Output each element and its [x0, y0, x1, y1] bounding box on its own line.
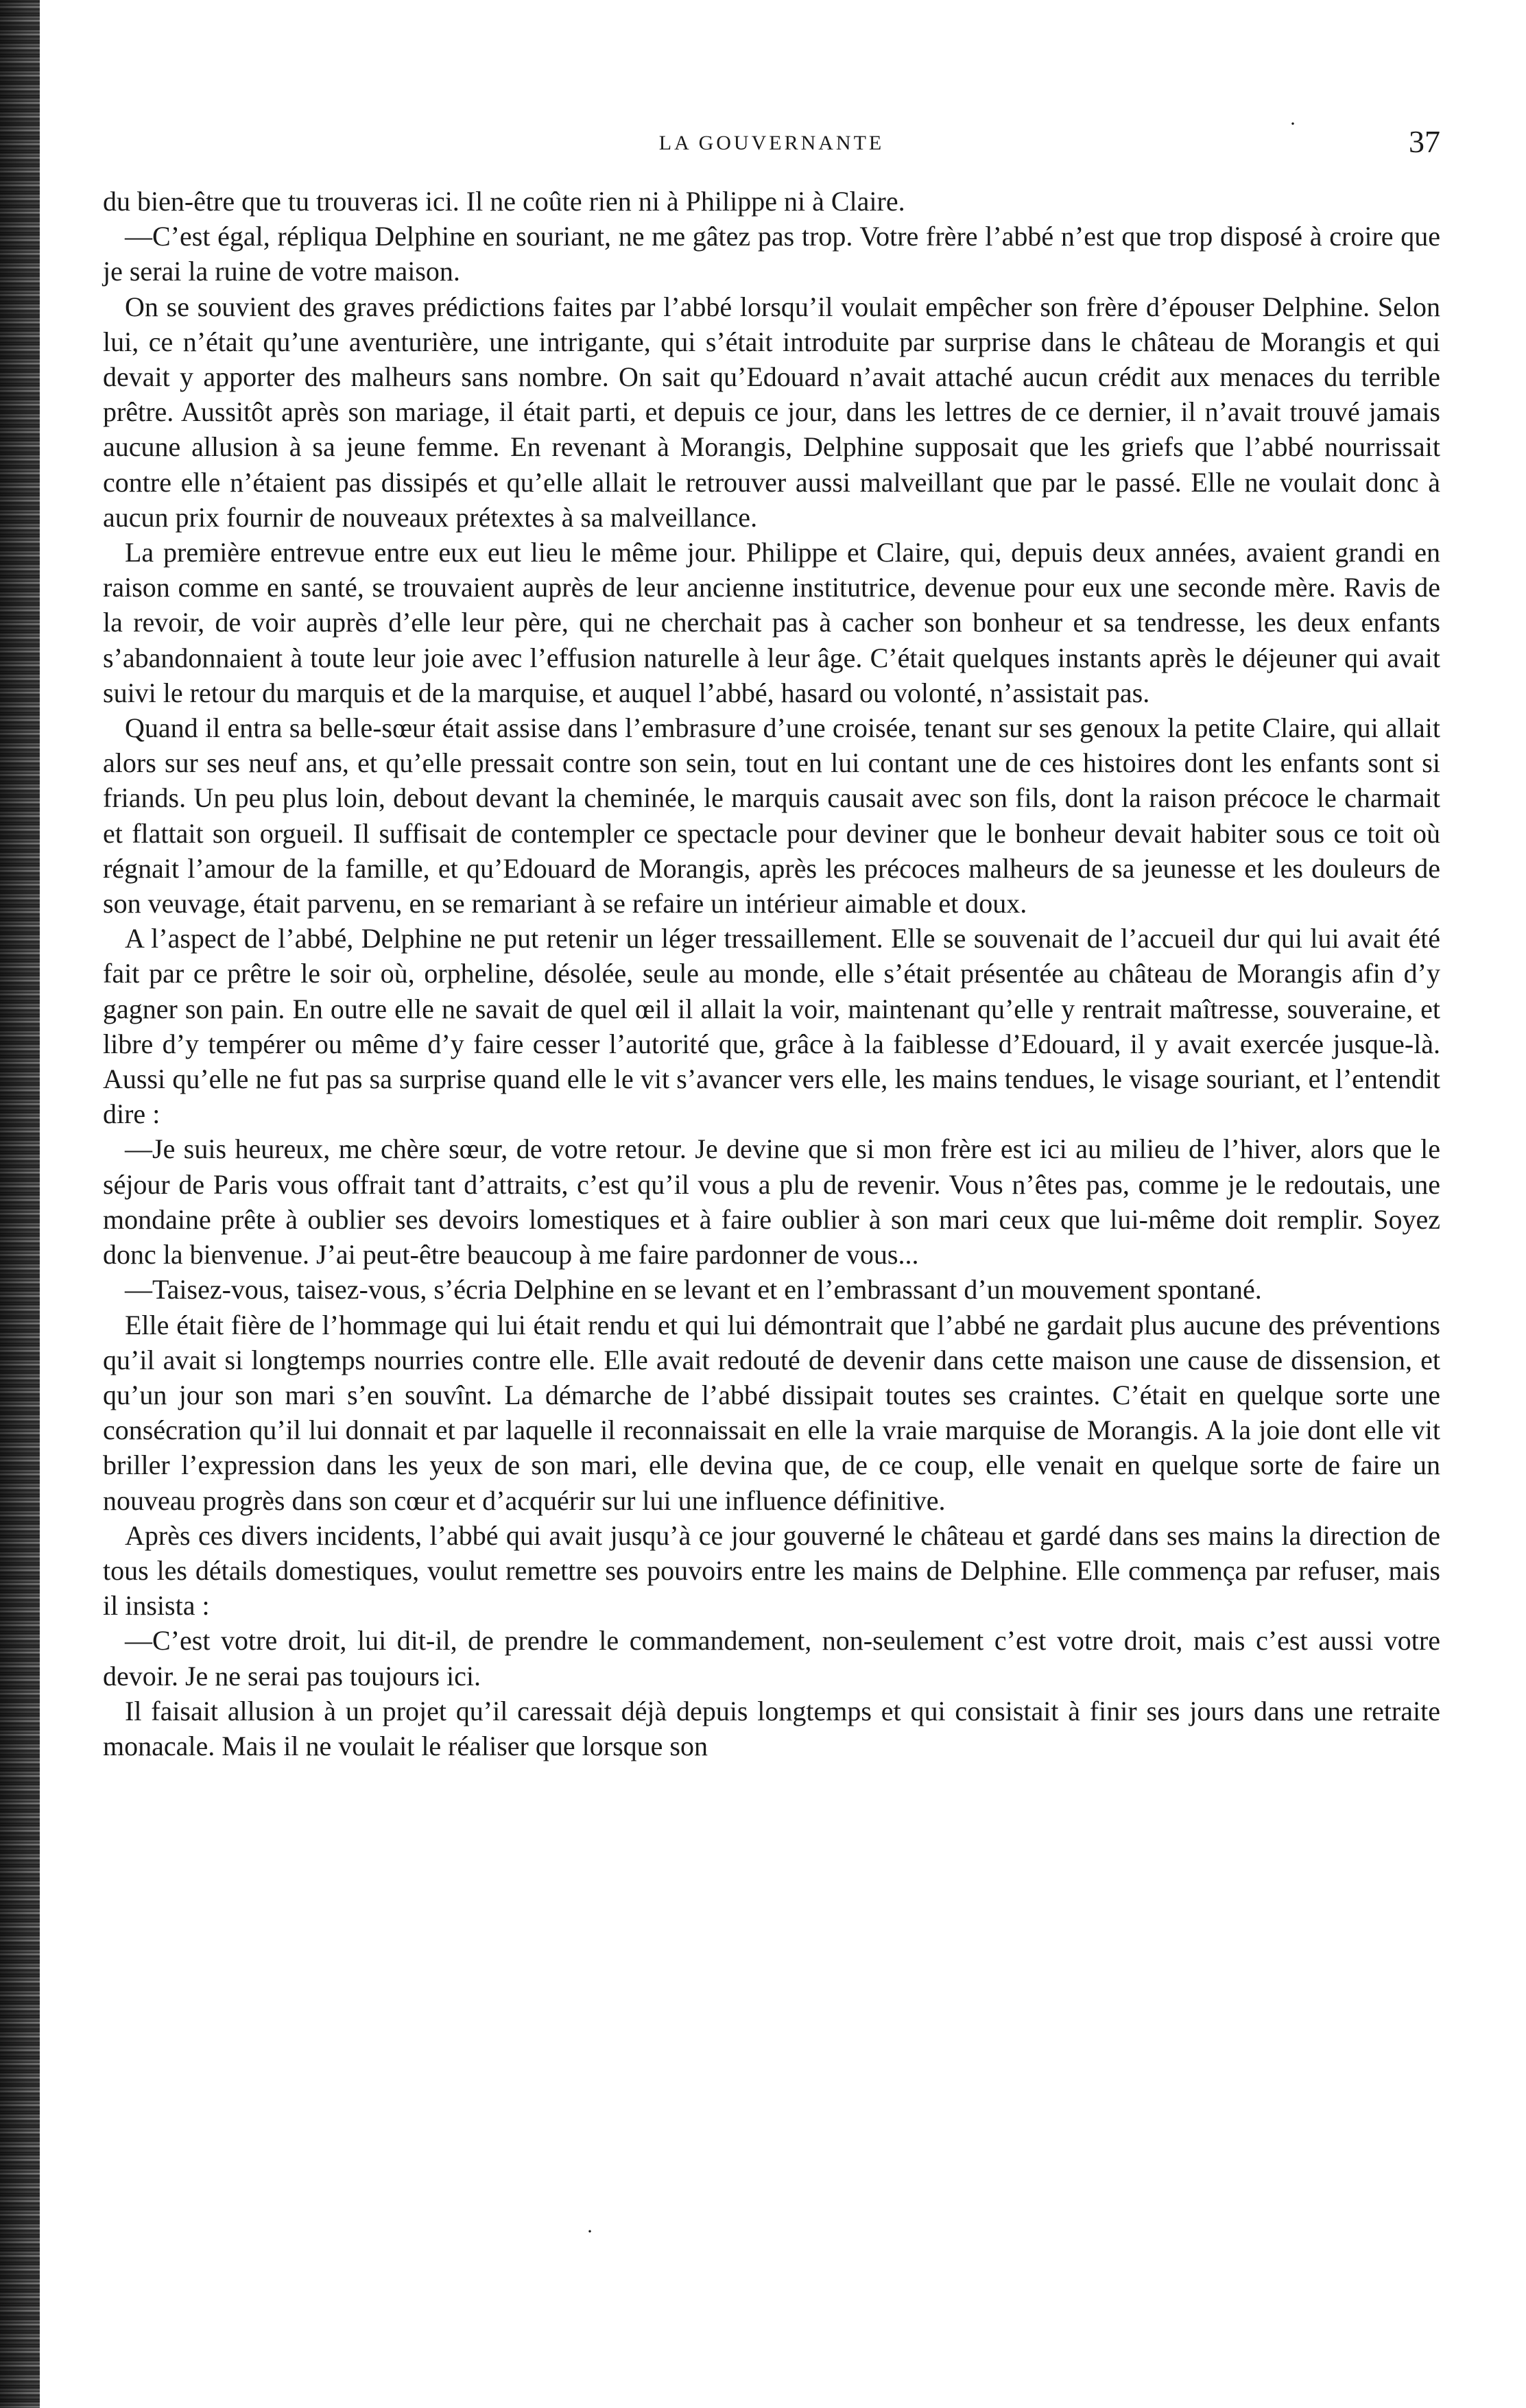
paragraph: Il faisait allusion à un projet qu’il caressait déjà depuis longtemps et qui consistait à finir ses jours dans une retraite monacale. Mais il ne voulait le réaliser que lorsque son	[103, 1695, 1440, 1761]
paragraph: A l’aspect de l’abbé, Delphine ne put retenir un léger tressaillement. Elle se souvenait de l’accueil dur qui lui avait été fait par ce prêtre le soir où, orpheline, désolée, seule au monde, elle s’était présentée au château de Morangis afin d’y gagner son pain. En outre elle ne savait de quel œil il allait la voir, maintenant qu’elle y rentrait maîtresse, souveraine, et libre d’y tempérer ou même d’y faire cesser l’autorité que, grâce à la faiblesse d’Edouard, il y avait exercée jusque-là. Aussi qu’elle ne fut pas sa surprise quand elle le vit s’avancer vers elle, les mains tendues, le visage souriant, et l’entendit dire :	[103, 923, 1440, 1130]
paragraph: —C’est égal, répliqua Delphine en souriant, ne me gâtez pas trop. Votre frère l’abbé n’est que trop disposé à croire que je serai la ruine de votre maison.	[103, 221, 1440, 287]
scan-edge-shadow	[0, 0, 40, 2408]
paragraph: Elle était fière de l’hommage qui lui était rendu et qui lui démontrait que l’abbé ne gardait plus aucune des préventions qu’il avait si longtemps nourries contre elle. Elle avait redouté de devenir dans cette maison une cause de dissension, et qu’un jour son mari s’en souvînt. La démarche de l’abbé dissipait toutes ses craintes. C’était en quelque sorte une consécration qu’il lui donnait et par laquelle il reconnaissait en elle la vraie marquise de Morangis. A la joie dont elle vit briller l’expression dans les yeux de son mari, elle devina que, de ce coup, elle venait en quelque sorte de faire un nouveau progrès dans son cœur et d’acquérir sur lui une influence définitive.	[103, 1309, 1440, 1516]
running-title: LA GOUVERNANTE	[658, 132, 885, 154]
page-header	[103, 112, 1440, 171]
paragraph: —Taisez-vous, taisez-vous, s’écria Delphine en se levant et en l’embrassant d’un mouvement spontané.	[125, 1274, 1262, 1305]
page-number: 37	[1409, 124, 1440, 159]
paragraph: La première entrevue entre eux eut lieu le même jour. Philippe et Claire, qui, depuis deux années, avaient grandi en raison comme en santé, se trouvaient auprès de leur ancienne institutrice, devenue pour eux une seconde mère. Ravis de la revoir, de voir auprès d’elle leur père, qui ne cherchait pas à cacher son bonheur et sa tendresse, les deux enfants s’abandonnaient à toute leur joie avec l’effusion naturelle à leur âge. C’était quelques instants après le déjeuner qui avait suivi le retour du marquis et de la marquise, et auquel l’abbé, hasard ou volonté, n’assistait pas.	[103, 537, 1440, 708]
body-text	[103, 184, 1440, 1763]
paragraph: —Je suis heureux, me chère sœur, de votre retour. Je devine que si mon frère est ici au milieu de l’hiver, alors que le séjour de Paris vous offrait tant d’attraits, c’est qu’il vous a plu de revenir. Vous n’êtes pas, comme je le redoutais, une mondaine prête à oublier ses devoirs lomestiques et à faire oublier à son mari ceux que lui-même doit remplir. Soyez donc la bienvenue. J’ai peut-être beaucoup à me faire pardonner de vous...	[103, 1133, 1440, 1271]
paragraph: du bien-être que tu trouveras ici. Il ne coûte rien ni à Philippe ni à Claire.	[103, 186, 905, 217]
book-page	[103, 112, 1440, 2243]
paragraph: Après ces divers incidents, l’abbé qui avait jusqu’à ce jour gouverné le château et gardé dans ses mains la direction de tous les détails domestiques, voulut remettre ses pouvoirs entre les mains de Delphine. Elle commença par refuser, mais il insista :	[103, 1519, 1440, 1622]
paragraph: Quand il entra sa belle-sœur était assise dans l’embrasure d’une croisée, tenant sur ses genoux la petite Claire, qui allait alors sur ses neuf ans, et qu’elle pressait contre son sein, tout en lui contant une de ces histoires dont les enfants sont si friands. Un peu plus loin, debout devant la cheminée, le marquis causait avec son fils, dont la raison précoce le charmait et flattait son orgueil. Il suffisait de contempler ce spectacle pour deviner que le bonheur devait habiter sous ce toit où régnait l’amour de la famille, et qu’Edouard de Morangis, après les précoces malheurs de sa jeunesse et les douleurs de son veuvage, était parvenu, en se remariant à se refaire un intérieur aimable et doux.	[103, 712, 1440, 919]
speck-mark: ·	[1289, 112, 1296, 135]
paragraph: —C’est votre droit, lui dit-il, de prendre le commandement, non-seulement c’est votre droit, mais c’est aussi votre devoir. Je ne serai pas toujours ici.	[103, 1625, 1440, 1691]
speck-mark: ·	[586, 2220, 593, 2243]
paragraph: On se souvient des graves prédictions faites par l’abbé lorsqu’il voulait empêcher son frère d’épouser Delphine. Selon lui, ce n’était qu’une aventurière, une intrigante, qui s’était introduite par surprise dans le château de Morangis et qui devait y apporter des malheurs sans nombre. On sait qu’Edouard n’avait attaché aucun crédit aux menaces du terrible prêtre. Aussitôt après son mariage, il était parti, et depuis ce jour, dans les lettres de ce dernier, il n’avait trouvé jamais aucune allusion à sa jeune femme. En revenant à Morangis, Delphine supposait que les griefs que l’abbé nourrissait contre elle n’étaient pas dissipés et qu’elle allait le retrouver aussi malveillant que par le passé. Elle ne voulait donc à aucun prix fournir de nouveaux prétextes à sa malveillance.	[103, 291, 1440, 533]
